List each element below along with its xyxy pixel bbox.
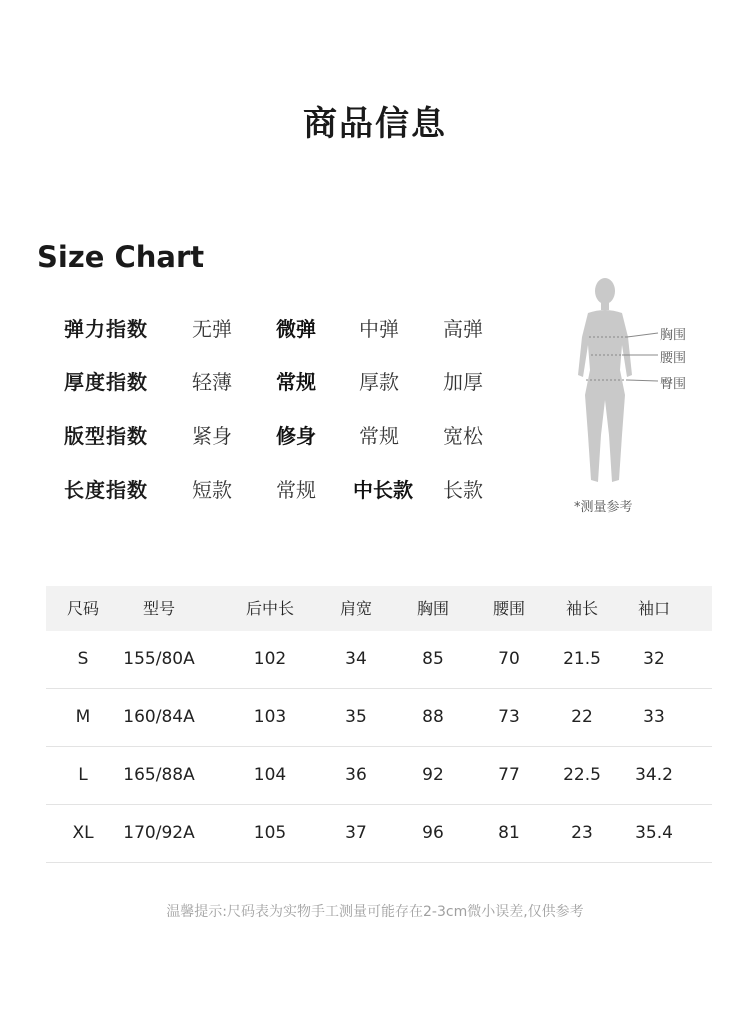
body-measurement-figure	[572, 275, 722, 520]
table-cell: 37	[345, 823, 367, 843]
index-option: 宽松	[443, 424, 483, 448]
index-label: 弹力指数	[64, 317, 148, 341]
column-header: 胸围	[416, 599, 449, 618]
index-label: 厚度指数	[64, 370, 148, 394]
table-cell: 70	[498, 649, 520, 669]
index-option-selected: 常规	[276, 370, 316, 394]
table-cell: 21.5	[563, 649, 601, 669]
table-cell: 85	[422, 649, 444, 669]
index-option: 厚款	[359, 370, 399, 394]
index-label: 长度指数	[64, 478, 148, 502]
index-option: 轻薄	[192, 370, 232, 394]
table-cell: XL	[72, 823, 94, 843]
index-row	[0, 420, 560, 452]
table-cell: 35	[345, 707, 367, 727]
index-row	[0, 474, 560, 506]
table-row	[46, 805, 712, 863]
index-row	[0, 313, 560, 345]
table-cell: 103	[253, 707, 287, 727]
chest-label: 胸围	[660, 328, 687, 343]
table-cell: 35.4	[635, 823, 673, 843]
index-option-selected: 修身	[276, 424, 316, 448]
index-option: 常规	[276, 478, 316, 502]
table-cell: 34	[345, 649, 367, 669]
body-silhouette-icon	[572, 275, 722, 495]
table-cell: 155/80A	[123, 649, 195, 669]
size-table	[46, 586, 712, 863]
table-cell: 88	[422, 707, 444, 727]
table-cell: S	[77, 649, 89, 669]
table-cell: 73	[498, 707, 520, 727]
index-option: 长款	[443, 478, 483, 502]
column-header: 型号	[142, 599, 175, 618]
table-cell: 32	[643, 649, 665, 669]
table-cell: M	[75, 707, 91, 727]
table-cell: 34.2	[635, 765, 673, 785]
column-header: 后中长	[245, 599, 294, 618]
measurement-note: *测量参考	[574, 500, 633, 515]
table-cell: 36	[345, 765, 367, 785]
index-option: 紧身	[192, 424, 232, 448]
index-option: 加厚	[443, 370, 483, 394]
column-header: 袖长	[565, 599, 598, 618]
table-cell: 22.5	[563, 765, 601, 785]
table-cell: 165/88A	[123, 765, 195, 785]
table-row	[46, 689, 712, 747]
index-option-selected: 中长款	[353, 478, 413, 502]
table-cell: 160/84A	[123, 707, 195, 727]
table-cell: 23	[571, 823, 593, 843]
table-cell: 81	[498, 823, 520, 843]
index-option: 常规	[359, 424, 399, 448]
table-cell: 22	[571, 707, 593, 727]
size-chart-heading: Size Chart	[37, 240, 205, 274]
table-cell: 105	[253, 823, 287, 843]
table-row	[46, 747, 712, 805]
table-cell: L	[78, 765, 88, 785]
table-cell: 92	[422, 765, 444, 785]
waist-label: 腰围	[660, 351, 687, 366]
table-cell: 77	[498, 765, 520, 785]
table-cell: 104	[253, 765, 287, 785]
index-option: 高弹	[443, 317, 483, 341]
table-header-row	[46, 586, 712, 631]
index-row	[0, 366, 560, 398]
column-header: 腰围	[492, 599, 525, 618]
page-title: 商品信息	[303, 104, 447, 144]
index-option-selected: 微弹	[276, 317, 316, 341]
table-cell: 170/92A	[123, 823, 195, 843]
index-option: 中弹	[359, 317, 399, 341]
index-label: 版型指数	[64, 424, 148, 448]
table-cell: 33	[643, 707, 665, 727]
column-header: 肩宽	[339, 599, 372, 618]
table-row	[46, 631, 712, 689]
column-header: 尺码	[66, 599, 99, 618]
footer-note: 温馨提示:尺码表为实物手工测量可能存在2-3cm微小误差,仅供参考	[166, 904, 584, 920]
table-cell: 102	[253, 649, 287, 669]
table-body	[46, 631, 712, 863]
table-cell: 96	[422, 823, 444, 843]
column-header: 袖口	[637, 599, 670, 618]
index-option: 短款	[192, 478, 232, 502]
hip-label: 臀围	[660, 377, 687, 392]
index-option: 无弹	[192, 317, 232, 341]
